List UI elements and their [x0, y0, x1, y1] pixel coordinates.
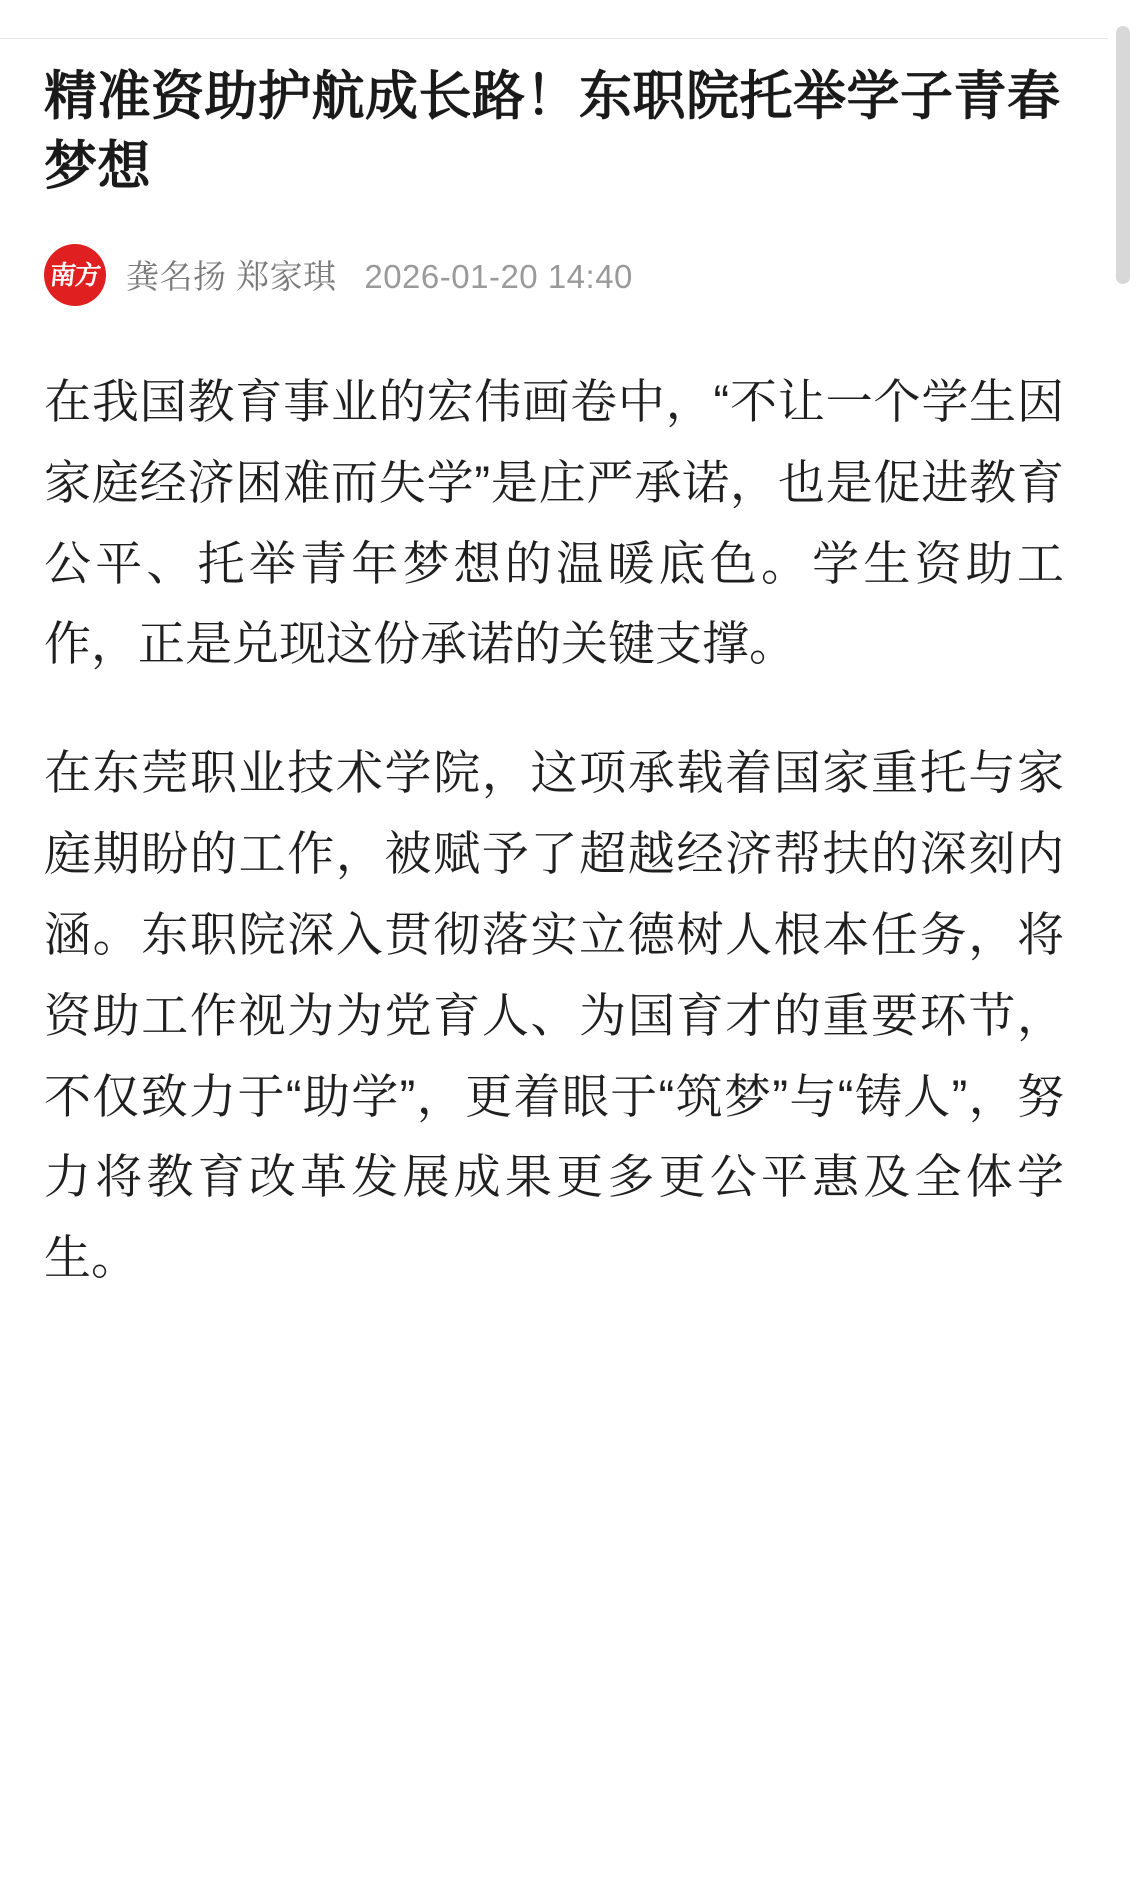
byline-text — [126, 251, 633, 298]
nanfang-logo-icon — [44, 244, 106, 306]
byline — [44, 244, 1064, 306]
byline-authors: 龚名扬 郑家琪 — [126, 258, 337, 296]
paragraph: 在东莞职业技术学院，这项承载着国家重托与家庭期盼的工作，被赋予了超越经济帮扶的深刻内涵。东职院深入贯彻落实立德树人根本任务，将资助工作视为为党育人、为国育才的重要环节，不仅致力于“助学”，更着眼于“筑梦”与“铸人”，努力将教育改革发展成果更多更公平惠及全体学生。 — [44, 746, 1064, 1285]
header-divider — [0, 38, 1108, 39]
page-title: 精准资助护航成长路！东职院托举学子青春梦想 — [44, 67, 1061, 196]
paragraph: 在我国教育事业的宏伟画卷中，“不让一个学生因家庭经济困难而失学”是庄严承诺，也是促进教育公平、托举青年梦想的温暖底色。学生资助工作，正是兑现这份承诺的关键支撑。 — [44, 374, 1064, 671]
byline-datetime: 2026-01-20 14:40 — [364, 258, 633, 296]
article-body — [44, 362, 1064, 1299]
vertical-scrollbar[interactable] — [1108, 0, 1136, 1899]
logo-mark-text: 南方 — [48, 259, 102, 290]
scrollbar-thumb[interactable] — [1116, 26, 1130, 284]
